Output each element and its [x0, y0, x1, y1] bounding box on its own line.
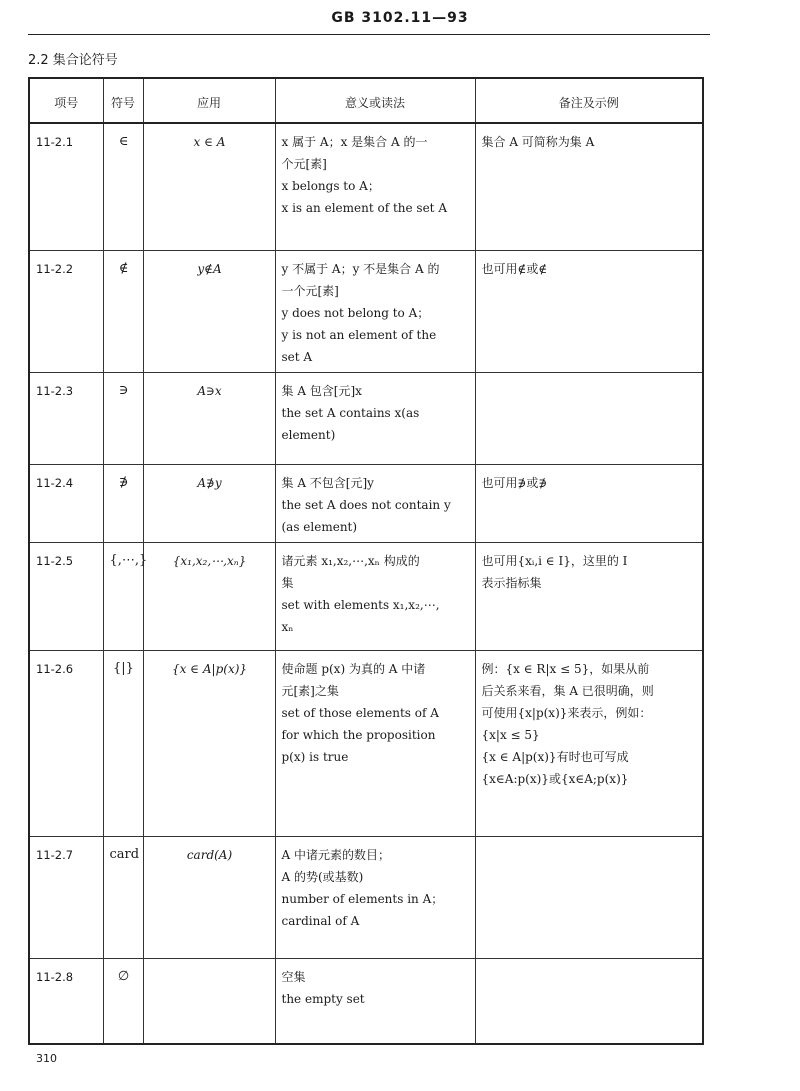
- meaning-line: y 不属于 A；y 不是集合 A 的: [281, 261, 440, 276]
- notes-cell: [475, 958, 703, 1044]
- column-header-symbol: 符号: [103, 78, 143, 123]
- meaning-cell: [275, 542, 475, 650]
- column-header-notes: 备注及示例: [475, 78, 703, 123]
- notes-line: {x∈A:p(x)}或{x∈A;p(x)}: [481, 771, 629, 786]
- meaning-line: (as element): [281, 519, 358, 534]
- meaning-line: for which the proposition: [281, 727, 436, 742]
- application-cell: y∉A: [143, 250, 275, 372]
- table-row: [29, 650, 703, 836]
- meaning-line: A 中诸元素的数目；: [281, 847, 390, 862]
- meaning-cell: [275, 464, 475, 542]
- item-number-cell: 11-2.2: [29, 250, 103, 372]
- meaning-line: 空集: [281, 969, 306, 984]
- section-title: 2.2 集合论符号: [28, 53, 118, 68]
- meaning-line: number of elements in A；: [281, 891, 444, 906]
- table-row: [29, 250, 703, 372]
- application-cell: A∋x: [143, 372, 275, 464]
- set-theory-symbols-table-wrapper: [28, 77, 702, 1045]
- meaning-cell: [275, 650, 475, 836]
- set-theory-symbols-table: [28, 77, 704, 1045]
- notes-cell: [475, 372, 703, 464]
- application-cell: {x₁,x₂,⋯,xₙ}: [143, 542, 275, 650]
- notes-line: 集合 A 可简称为集 A: [481, 135, 595, 149]
- meaning-line: set with elements x₁,x₂,⋯,: [281, 597, 440, 612]
- notes-line: 也可用∌或∌: [481, 475, 548, 490]
- meaning-line: 诸元素 x₁,x₂,⋯,xₙ 构成的: [281, 553, 420, 568]
- meaning-line: 集 A 包含[元]x: [281, 383, 362, 398]
- meaning-line: A 的势(或基数): [281, 869, 364, 884]
- meaning-line: the set A does not contain y: [281, 497, 451, 512]
- table-row: [29, 123, 703, 250]
- meaning-line: p(x) is true: [281, 749, 349, 764]
- item-number-cell: 11-2.7: [29, 836, 103, 958]
- item-number-cell: 11-2.4: [29, 464, 103, 542]
- application-cell: [143, 958, 275, 1044]
- page-number: 310: [36, 1052, 57, 1065]
- table-body: [29, 123, 703, 1044]
- symbol-cell: {,⋯,}: [103, 542, 143, 650]
- notes-line: 也可用{xᵢ,i ∈ I}，这里的 I: [481, 553, 628, 568]
- notes-line: {x ∈ A|p(x)}有时也可写成: [481, 749, 629, 764]
- meaning-line: set A: [281, 349, 313, 364]
- symbol-cell: ∋: [103, 372, 143, 464]
- notes-line: 例：{x ∈ R|x ≤ 5}，如果从前: [481, 661, 650, 676]
- application-cell: card(A): [143, 836, 275, 958]
- notes-cell: [475, 542, 703, 650]
- notes-cell: [475, 250, 703, 372]
- notes-cell: [475, 836, 703, 958]
- meaning-line: 集: [281, 575, 294, 590]
- table-row: [29, 372, 703, 464]
- symbol-cell: ∉: [103, 250, 143, 372]
- meaning-line: y is not an element of the: [281, 327, 437, 342]
- notes-line: 也可用∉或∉: [481, 261, 548, 276]
- meaning-cell: [275, 372, 475, 464]
- meaning-line: x is an element of the set A: [281, 201, 447, 215]
- meaning-cell: [275, 958, 475, 1044]
- meaning-line: xₙ: [281, 619, 294, 634]
- meaning-line: y does not belong to A；: [281, 305, 430, 320]
- column-header-meaning: 意义或读法: [275, 78, 475, 123]
- meaning-line: 使命题 p(x) 为真的 A 中诸: [281, 661, 426, 676]
- header-rule: [28, 34, 710, 35]
- notes-line: 可使用{x|p(x)}来表示，例如：: [481, 705, 652, 720]
- standard-number-header: GB 3102.11—93: [331, 10, 469, 26]
- symbol-cell: ∌: [103, 464, 143, 542]
- symbol-cell: ∅: [103, 958, 143, 1044]
- meaning-cell: [275, 836, 475, 958]
- table-row: [29, 542, 703, 650]
- symbol-cell: {|}: [103, 650, 143, 836]
- meaning-line: cardinal of A: [281, 913, 360, 928]
- notes-cell: [475, 123, 703, 250]
- meaning-cell: [275, 123, 475, 250]
- table-row: [29, 836, 703, 958]
- table-row: [29, 464, 703, 542]
- table-row: [29, 958, 703, 1044]
- symbol-cell: card: [103, 836, 143, 958]
- meaning-line: the empty set: [281, 991, 365, 1006]
- item-number-cell: 11-2.8: [29, 958, 103, 1044]
- item-number-cell: 11-2.6: [29, 650, 103, 836]
- meaning-line: x belongs to A；: [281, 179, 380, 193]
- notes-line: 后关系来看，集 A 已很明确，则: [481, 683, 654, 698]
- notes-line: {x|x ≤ 5}: [481, 727, 540, 742]
- meaning-line: set of those elements of A: [281, 705, 439, 720]
- application-cell: A∌y: [143, 464, 275, 542]
- application-cell: x ∈ A: [143, 123, 275, 250]
- item-number-cell: 11-2.1: [29, 123, 103, 250]
- symbol-cell: ∈: [103, 123, 143, 250]
- meaning-line: 一个元[素]: [281, 283, 339, 298]
- table-header-row: [29, 78, 703, 123]
- meaning-line: 个元[素]: [281, 157, 327, 171]
- column-header-application: 应用: [143, 78, 275, 123]
- item-number-cell: 11-2.5: [29, 542, 103, 650]
- meaning-line: element): [281, 427, 336, 442]
- column-header-item: 项号: [29, 78, 103, 123]
- item-number-cell: 11-2.3: [29, 372, 103, 464]
- notes-line: 表示指标集: [481, 575, 542, 590]
- application-cell: {x ∈ A|p(x)}: [143, 650, 275, 836]
- meaning-line: 元[素]之集: [281, 683, 339, 698]
- notes-cell: [475, 650, 703, 836]
- meaning-cell: [275, 250, 475, 372]
- meaning-line: 集 A 不包含[元]y: [281, 475, 374, 490]
- notes-cell: [475, 464, 703, 542]
- meaning-line: the set A contains x(as: [281, 405, 420, 420]
- meaning-line: x 属于 A；x 是集合 A 的一: [281, 135, 428, 149]
